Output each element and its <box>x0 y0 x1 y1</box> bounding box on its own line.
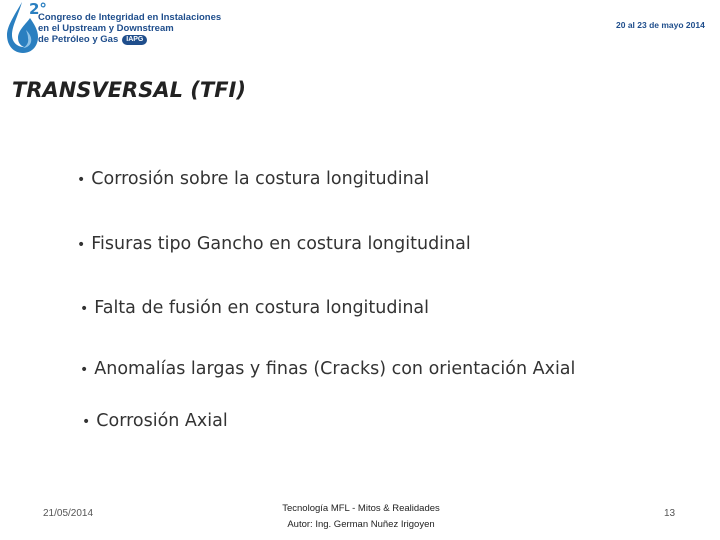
edition-number: 2° <box>29 0 47 18</box>
bullet-dot: • <box>77 172 86 188</box>
bullet-text: Anomalías largas y finas (Cracks) con orientación Axial <box>94 359 576 379</box>
bullet-text: Falta de fusión en costura longitudinal <box>94 298 430 318</box>
bullet-item <box>77 234 471 254</box>
congress-name-line: Congreso de Integridad en Instalaciones <box>38 12 222 23</box>
bullet-item <box>82 411 228 431</box>
footer-topic: Tecnología MFL - Mitos & Realidades <box>282 503 440 514</box>
bullet-dot: • <box>82 414 91 430</box>
footer-date: 21/05/2014 <box>43 508 94 519</box>
bullet-item <box>80 359 575 379</box>
bullet-dot: • <box>80 301 89 317</box>
bullet-dot: • <box>77 237 86 253</box>
slide-title: TRANSVERSAL (TFI) <box>12 78 246 102</box>
footer-author: Autor: Ing. German Nuñez Irigoyen <box>287 519 435 530</box>
footer-caption <box>256 501 466 533</box>
bullet-item <box>77 169 429 189</box>
iapg-badge: IAPG <box>122 35 147 45</box>
bullet-text: Corrosión sobre la costura longitudinal <box>91 169 430 189</box>
congress-name-line-text: de Petróleo y Gas <box>38 34 119 45</box>
bullet-item <box>80 298 429 318</box>
bullet-dot: • <box>80 362 89 378</box>
page-number: 13 <box>664 508 676 519</box>
event-dates: 20 al 23 de mayo 2014 <box>616 20 705 30</box>
bullet-text: Corrosión Axial <box>96 411 228 431</box>
congress-name-line: en el Upstream y Downstream <box>38 23 174 34</box>
bullet-text: Fisuras tipo Gancho en costura longitudinal <box>91 234 471 254</box>
